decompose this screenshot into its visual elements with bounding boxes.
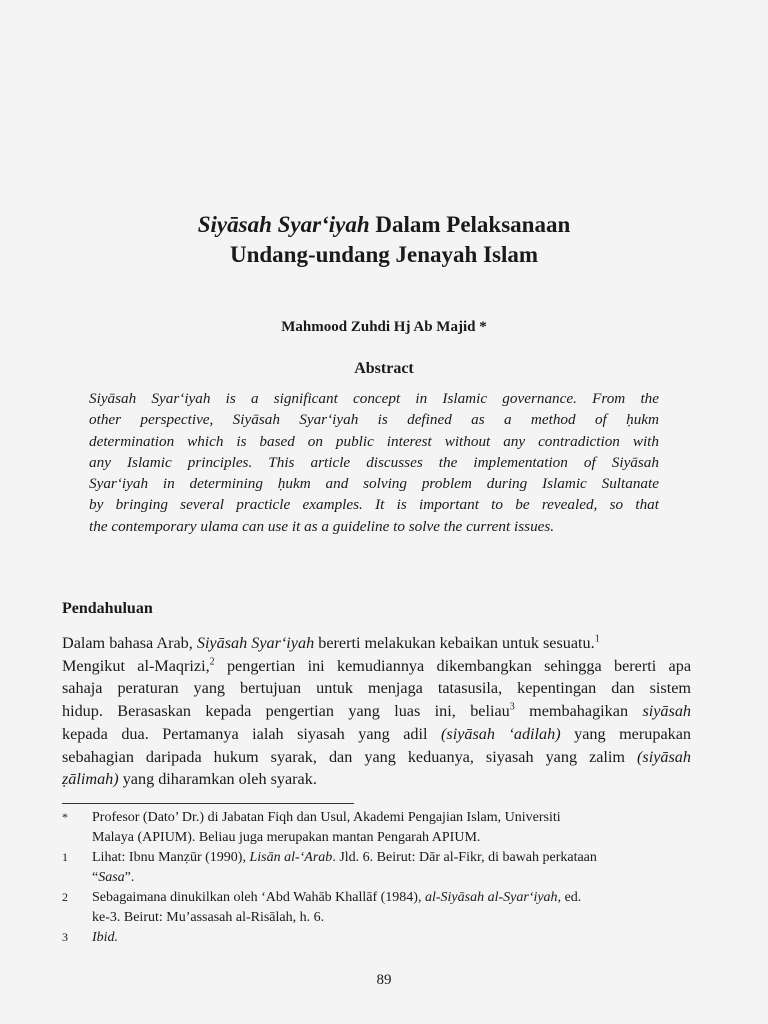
body-text: membahagikan xyxy=(514,702,643,721)
body-line xyxy=(62,723,691,746)
body-italic-term: (siyāsah ‘adilah) xyxy=(441,724,561,743)
body-text: yang diharamkan oleh syarak. xyxy=(118,770,317,789)
body-text: Mengikut al-Maqrizi, xyxy=(62,656,210,675)
abstract-line: any Islamic principles. This article discusses the implementation of Siyāsah xyxy=(89,453,659,471)
footnote-mark: * xyxy=(62,810,68,824)
title-italic-term: Siyāsah Syar‘iyah xyxy=(197,212,370,237)
body-text: sebahagian daripada hukum syarak, dan yang keduanya, siyasah yang zalim xyxy=(62,747,638,766)
footnote-text-part: Sebagaimana dinukilkan oleh ‘Abd Wahāb Khallāf (1984), xyxy=(92,890,425,905)
body-text: kepada dua. Pertamanya ialah siyasah yang adil xyxy=(62,724,442,743)
page-number: 89 xyxy=(376,972,392,988)
abstract-line: the contemporary ulama can use it as a guideline to solve the current issues. xyxy=(89,517,555,535)
footnote-mark: 1 xyxy=(62,850,68,864)
article-title xyxy=(0,210,768,270)
footnote-ref: 2 xyxy=(209,656,215,668)
body-line xyxy=(62,632,691,655)
section-heading: Pendahuluan xyxy=(62,600,153,617)
footnote-line: ke-3. Beirut: Mu’assasah al-Risālah, h. 6. xyxy=(92,909,325,925)
footnote-line xyxy=(92,848,692,868)
body-line xyxy=(62,746,691,769)
body-text: hidup. Berasaskan kepada pengertian yang luas ini, beliau xyxy=(62,702,510,721)
body-italic-term: siyāsah xyxy=(642,702,692,721)
footnote-text-part: Lihat: Ibnu Manẓūr (1990), xyxy=(92,850,250,865)
abstract-line: by bringing several practicle examples. It is important to be revealed, so that xyxy=(89,496,659,514)
footnote-line: Ibid. xyxy=(92,930,119,945)
body-text: bererti melakukan kebaikan untuk sesuatu. xyxy=(314,634,595,652)
footnote-text xyxy=(92,848,692,887)
footnote-text xyxy=(92,888,692,927)
body-text: yang merupakan xyxy=(560,724,691,743)
footnote-italic: al-Siyāsah al-Syar‘iyah xyxy=(424,890,558,905)
footnote-line xyxy=(92,868,692,888)
abstract-line: determination which is based on public interest without any contradiction with xyxy=(89,432,659,450)
title-line-1 xyxy=(0,210,768,240)
footnote-text-part: , ed. xyxy=(557,890,582,905)
abstract-line: other perspective, Siyāsah Syar‘iyah is defined as a method of ḥukm xyxy=(89,411,659,429)
footnote-line: Malaya (APIUM). Beliau juga merupakan mantan Pengarah APIUM. xyxy=(92,829,481,845)
footnote xyxy=(62,848,692,887)
footnote-mark: 3 xyxy=(62,930,68,944)
body-line xyxy=(62,768,691,791)
abstract-heading: Abstract xyxy=(354,360,414,377)
body-italic-term: ẓālimah) xyxy=(62,770,119,789)
body-line xyxy=(62,655,691,678)
footnote-italic: Lisān al-‘Arab xyxy=(249,850,333,865)
footnote-divider xyxy=(62,803,354,804)
footnote xyxy=(62,888,692,927)
footnote-text-part: . Jld. 6. Beirut: Dār al-Fikr, di bawah perkataan xyxy=(332,850,597,865)
body-paragraph xyxy=(62,632,691,791)
footnote-italic: Sasa xyxy=(98,869,125,885)
footnote-ref: 3 xyxy=(509,701,515,713)
body-text: pengertian ini kemudiannya dikembangkan sehingga bererti apa xyxy=(214,656,692,675)
body-text: Dalam bahasa Arab, xyxy=(62,634,197,652)
footnote xyxy=(62,928,692,948)
author-name: Mahmood Zuhdi Hj Ab Majid * xyxy=(281,319,487,335)
body-line: sahaja peraturan yang bertujuan untuk menjaga tatasusila, kepentingan dan sistem xyxy=(62,679,691,698)
footnote-text xyxy=(92,808,692,847)
title-line-2: Undang-undang Jenayah Islam xyxy=(229,242,539,267)
footnote-ref: 1 xyxy=(594,633,600,645)
footnote-text xyxy=(92,928,692,948)
footnote-line: Profesor (Dato’ Dr.) di Jabatan Fiqh dan Usul, Akademi Pengajian Islam, Universiti xyxy=(92,810,561,825)
footnote-text-part: ”. xyxy=(124,869,135,885)
abstract-line: Syar‘iyah in determining ḥukm and solving problem during Islamic Sultanate xyxy=(89,475,659,493)
abstract-line: Siyāsah Syar‘iyah is a significant concept in Islamic governance. From the xyxy=(89,390,659,407)
footnote-line xyxy=(92,888,692,908)
footnote xyxy=(62,808,692,847)
abstract-body xyxy=(89,388,659,537)
footnotes xyxy=(62,808,692,949)
body-italic-term: Siyāsah Syar‘iyah xyxy=(196,634,315,652)
title-line-1-rest: Dalam Pelaksanaan xyxy=(369,212,571,237)
body-italic-term: (siyāsah xyxy=(637,747,691,766)
footnote-text-part: “ xyxy=(92,869,99,885)
footnote-mark: 2 xyxy=(62,890,68,904)
body-line xyxy=(62,700,691,723)
